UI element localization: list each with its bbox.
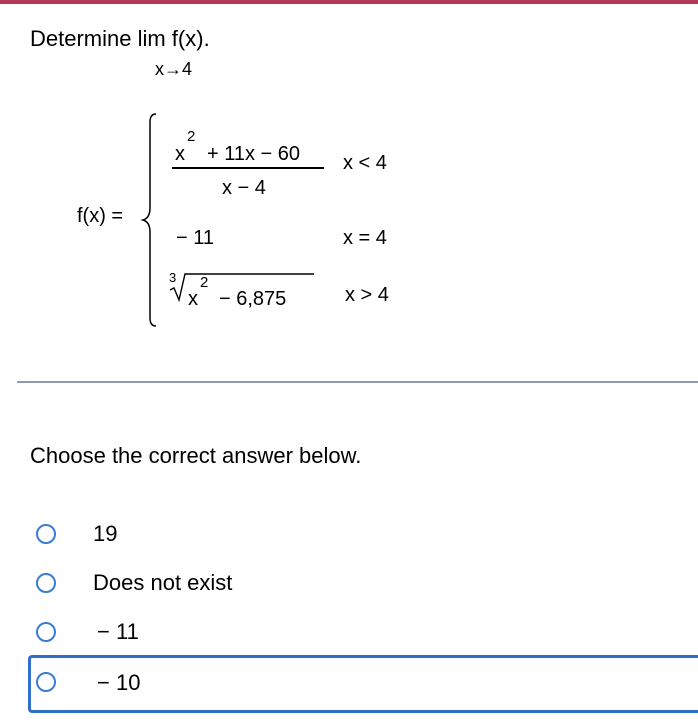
option-label[interactable]: Does not exist <box>93 570 233 595</box>
fraction-bar <box>172 167 324 169</box>
case-2-condition: x = 4 <box>343 227 387 249</box>
case-3-radicand-exponent: 2 <box>200 274 209 291</box>
option-label[interactable]: − 10 <box>97 670 141 695</box>
case-1-numerator-rest: + 11x − 60 <box>207 143 301 165</box>
case-3-rest: − 6,875 <box>219 288 287 310</box>
case-3-radicand-x: x <box>188 288 198 310</box>
limit-subscript: x→4 <box>155 59 193 79</box>
option-label[interactable]: − 11 <box>97 619 139 644</box>
case-1-condition: x < 4 <box>343 152 387 174</box>
radio-button[interactable] <box>36 573 56 593</box>
case-1-numerator-x: x <box>175 143 185 165</box>
left-brace-icon <box>140 112 160 328</box>
section-divider <box>17 381 698 383</box>
case-2-value: − 11 <box>176 227 214 249</box>
case-3-root-index: 3 <box>169 270 177 285</box>
case-3-condition: x > 4 <box>345 284 389 306</box>
case-1-numerator-exponent: 2 <box>187 128 196 145</box>
function-lhs: f(x) = <box>77 205 124 227</box>
top-accent-bar <box>0 0 698 4</box>
option-label[interactable]: 19 <box>93 521 118 546</box>
case-1-denominator: x − 4 <box>222 177 266 199</box>
question-prompt: Determine lim f(x). <box>30 26 210 51</box>
radio-button[interactable] <box>36 524 56 544</box>
radio-button[interactable] <box>36 672 56 692</box>
radio-button[interactable] <box>36 622 56 642</box>
instruction-text: Choose the correct answer below. <box>30 443 362 468</box>
